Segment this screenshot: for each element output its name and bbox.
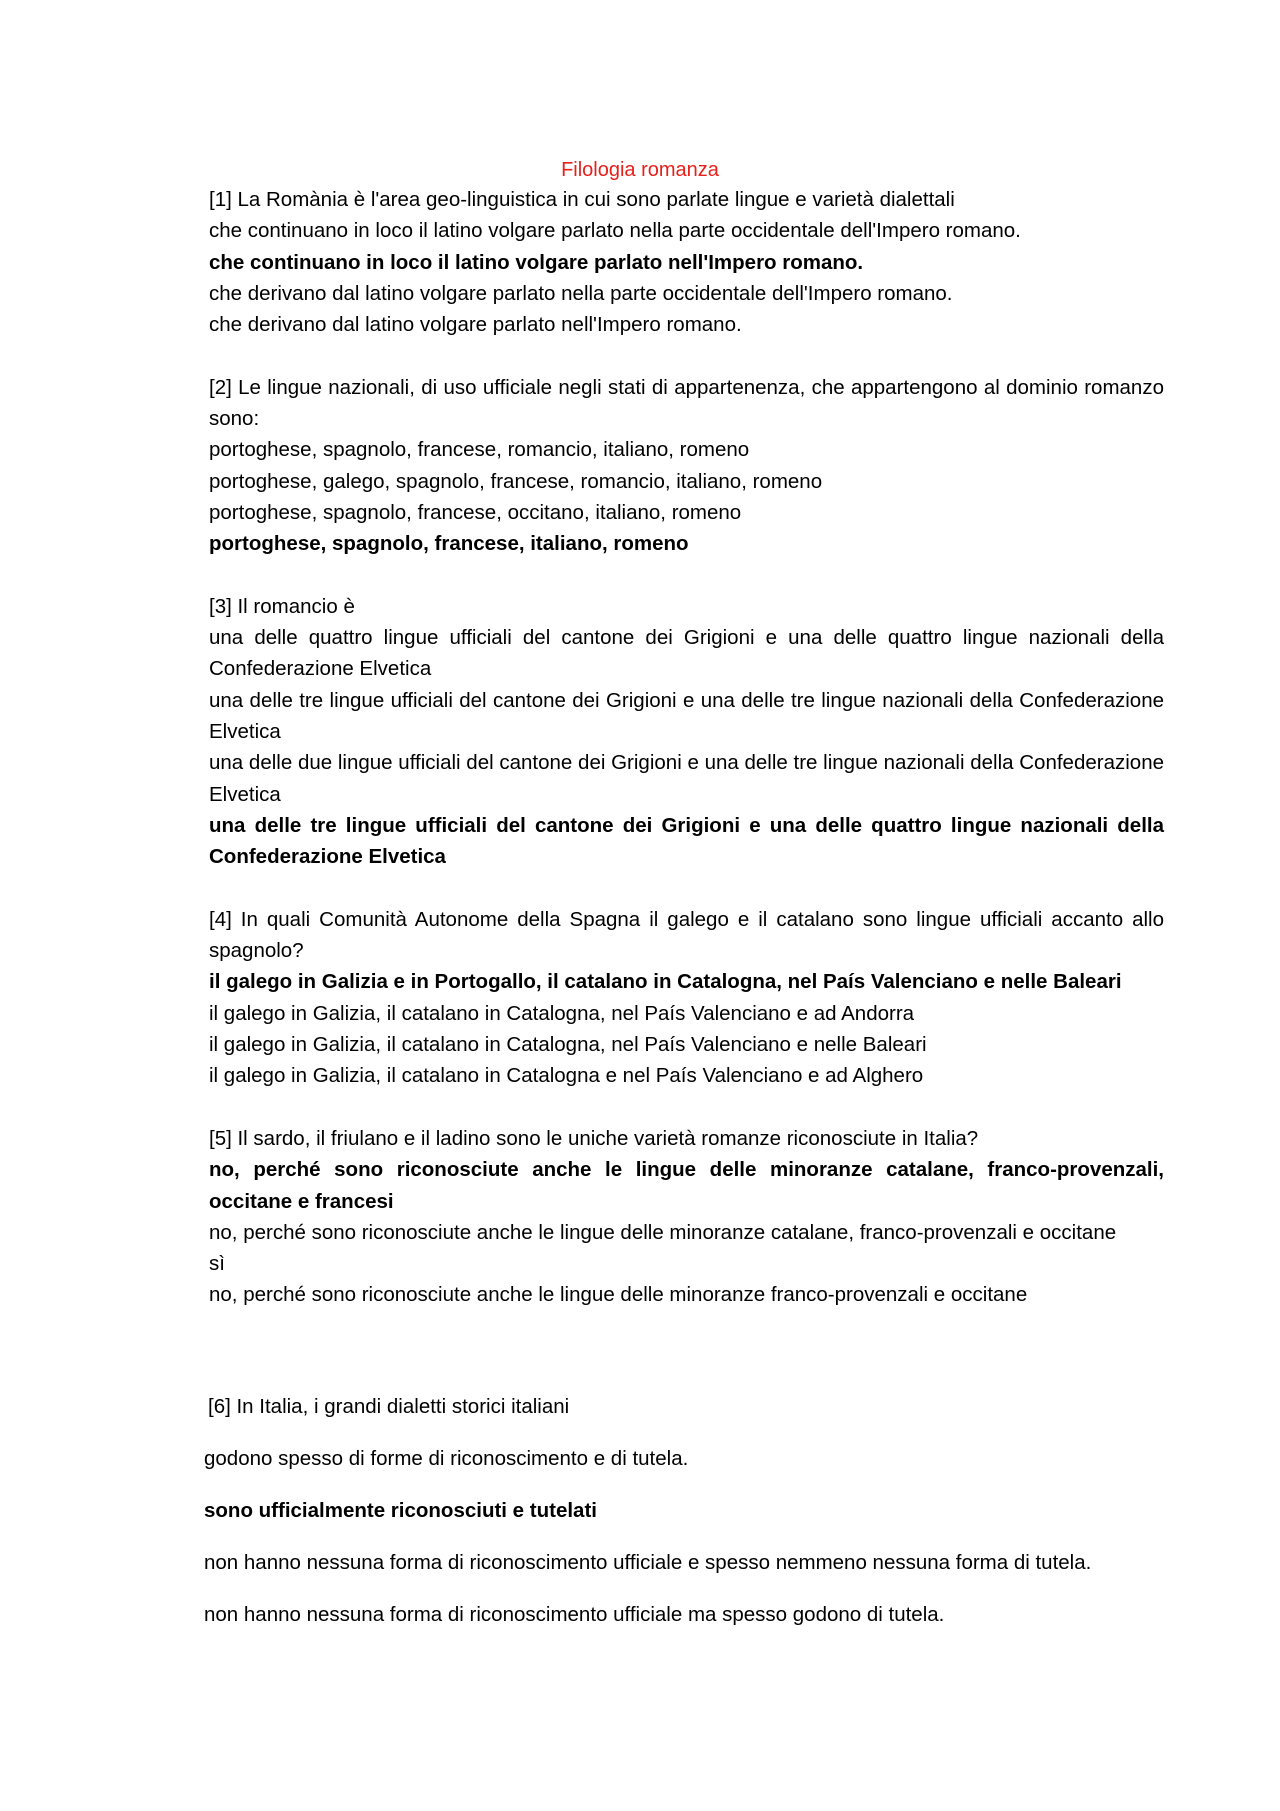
question-1 — [209, 184, 1164, 340]
answer-option: che derivano dal latino volgare parlato nell'Impero romano. — [209, 313, 742, 337]
question-text: [2] Le lingue nazionali, di uso ufficiale negli stati di appartenenza, che appartengono al dominio romanzo sono: — [209, 375, 1164, 431]
answer-option: portoghese, galego, spagnolo, francese, romancio, italiano, romeno — [209, 469, 823, 493]
question-2 — [209, 372, 1164, 560]
answer-option-correct: che continuano in loco il latino volgare parlato nell'Impero romano. — [209, 250, 864, 274]
answer-option: non hanno nessuna forma di riconoscimento ufficiale ma spesso godono di tutela. — [204, 1603, 945, 1626]
answer-option: godono spesso di forme di riconoscimento e di tutela. — [204, 1447, 689, 1470]
answer-option: no, perché sono riconosciute anche le lingue delle minoranze franco-provenzali e occitane — [209, 1283, 1028, 1307]
answer-option-correct: sono ufficialmente riconosciuti e tutelati — [204, 1499, 597, 1522]
answer-option: non hanno nessuna forma di riconoscimento ufficiale e spesso nemmeno nessuna forma di tutela. — [204, 1551, 1092, 1574]
answer-option-correct: no, perché sono riconosciute anche le lingue delle minoranze catalane, franco-provenzali, occitane e francesi — [209, 1158, 1164, 1213]
answer-option-correct: portoghese, spagnolo, francese, italiano, romeno — [209, 532, 689, 556]
answer-option-correct: una delle tre lingue ufficiali del cantone dei Grigioni e una delle quattro lingue nazionali della Confederazione Elvetica — [209, 813, 1164, 869]
answer-option: portoghese, spagnolo, francese, occitano, italiano, romeno — [209, 500, 742, 524]
answer-option: una delle due lingue ufficiali del cantone dei Grigioni e una delle tre lingue nazionali della Confederazione Elvetica — [209, 751, 1164, 806]
question-text: [6] In Italia, i grandi dialetti storici italiani — [208, 1395, 570, 1418]
questions-list — [209, 184, 1164, 1342]
answer-option: che continuano in loco il latino volgare parlato nella parte occidentale dell'Impero romano. — [209, 219, 1021, 243]
answer-option: una delle quattro lingue ufficiali del cantone dei Grigioni e una delle quattro lingue nazionali della Confederazione Elvetica — [209, 626, 1164, 681]
answer-option: che derivano dal latino volgare parlato nella parte occidentale dell'Impero romano. — [209, 281, 953, 305]
answer-option: il galego in Galizia, il catalano in Catalogna, nel País Valenciano e nelle Baleari — [209, 1033, 927, 1057]
question-3 — [209, 591, 1164, 873]
document-title: Filologia romanza — [561, 159, 719, 181]
question-text: [3] Il romancio è — [209, 594, 355, 618]
answer-option: il galego in Galizia, il catalano in Catalogna, nel País Valenciano e ad Andorra — [209, 1001, 915, 1025]
question-text: [1] La Romània è l'area geo-linguistica in cui sono parlate lingue e varietà dialettali — [209, 188, 955, 211]
answer-option: sì — [209, 1252, 225, 1276]
question-6 — [204, 1393, 1164, 1653]
answer-option: il galego in Galizia, il catalano in Catalogna e nel País Valenciano e ad Alghero — [209, 1064, 924, 1088]
answer-option-correct: il galego in Galizia e in Portogallo, il catalano in Catalogna, nel País Valenciano e nelle Baleari — [209, 970, 1122, 994]
question-5 — [209, 1123, 1164, 1311]
answer-option: una delle tre lingue ufficiali del cantone dei Grigioni e una delle tre lingue nazionali della Confederazione Elvetica — [209, 688, 1164, 744]
question-text: [4] In quali Comunità Autonome della Spagna il galego e il catalano sono lingue ufficiali accanto allo spagnolo? — [209, 907, 1164, 963]
question-text: [5] Il sardo, il friulano e il ladino sono le uniche varietà romanze riconosciute in Italia? — [209, 1126, 979, 1150]
answer-option: no, perché sono riconosciute anche le lingue delle minoranze catalane, franco-provenzali e occitane — [209, 1220, 1117, 1244]
question-4 — [209, 904, 1164, 1092]
answer-option: portoghese, spagnolo, francese, romancio, italiano, romeno — [209, 438, 750, 462]
